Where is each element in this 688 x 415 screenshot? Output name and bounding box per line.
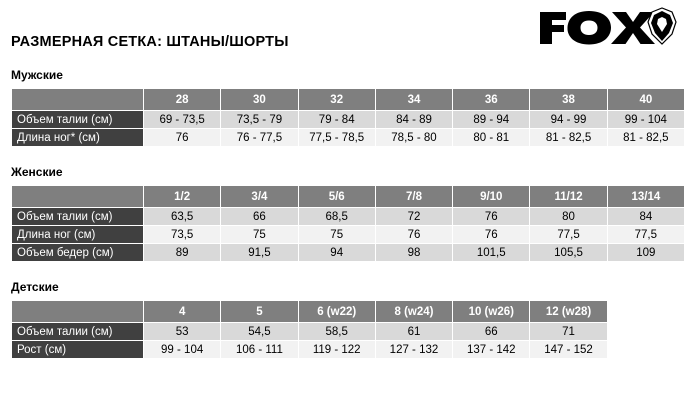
table-row <box>12 226 685 244</box>
table-header-cell: 32 <box>298 89 375 111</box>
table-cell: 119 - 122 <box>298 341 375 359</box>
table-row <box>12 323 685 341</box>
row-label: Рост (см) <box>12 341 144 359</box>
table-cell: 77,5 - 78,5 <box>298 129 375 147</box>
table-header-cell: 40 <box>607 89 684 111</box>
table-header-cell-empty <box>607 301 684 323</box>
table-cell: 75 <box>221 226 298 244</box>
table-cell: 147 - 152 <box>530 341 607 359</box>
table-cell: 99 - 104 <box>144 341 221 359</box>
table-cell: 66 <box>221 208 298 226</box>
table-header-cell <box>12 186 144 208</box>
table-kids <box>11 300 685 359</box>
table-header-cell: 6 (w22) <box>298 301 375 323</box>
section-label-kids: Детские <box>11 280 59 294</box>
table-row <box>12 341 685 359</box>
table-cell: 79 - 84 <box>298 111 375 129</box>
table-header-cell: 7/8 <box>375 186 452 208</box>
table-cell: 101,5 <box>453 244 530 262</box>
table-header-cell: 1/2 <box>144 186 221 208</box>
table-header-cell: 28 <box>144 89 221 111</box>
table-cell: 84 <box>607 208 684 226</box>
table-cell: 99 - 104 <box>607 111 684 129</box>
table-cell-empty <box>607 323 684 341</box>
table-cell: 76 <box>453 226 530 244</box>
table-cell: 71 <box>530 323 607 341</box>
table-cell: 63,5 <box>144 208 221 226</box>
table-cell: 98 <box>375 244 452 262</box>
table-cell: 76 <box>453 208 530 226</box>
table-cell: 78,5 - 80 <box>375 129 452 147</box>
table-cell: 84 - 89 <box>375 111 452 129</box>
table-cell: 72 <box>375 208 452 226</box>
table-header-cell <box>12 301 144 323</box>
table-cell-empty <box>607 341 684 359</box>
table-cell: 66 <box>453 323 530 341</box>
table-cell: 91,5 <box>221 244 298 262</box>
table-header-cell: 5/6 <box>298 186 375 208</box>
table-header-cell <box>12 89 144 111</box>
table-cell: 76 <box>144 129 221 147</box>
section-label-mens: Мужские <box>11 68 63 82</box>
table-header-cell: 3/4 <box>221 186 298 208</box>
table-cell: 127 - 132 <box>375 341 452 359</box>
table-header-cell: 9/10 <box>453 186 530 208</box>
table-cell: 75 <box>298 226 375 244</box>
table-cell: 53 <box>144 323 221 341</box>
table-cell: 76 - 77,5 <box>221 129 298 147</box>
row-label: Объем талии (см) <box>12 111 144 129</box>
table-mens <box>11 88 685 147</box>
table-row <box>12 244 685 262</box>
table-header-cell: 12 (w28) <box>530 301 607 323</box>
table-header-row <box>12 186 685 208</box>
table-header-cell: 13/14 <box>607 186 684 208</box>
table-cell: 76 <box>375 226 452 244</box>
table-cell: 106 - 111 <box>221 341 298 359</box>
table-cell: 69 - 73,5 <box>144 111 221 129</box>
table-cell: 73,5 - 79 <box>221 111 298 129</box>
row-label: Объем талии (см) <box>12 208 144 226</box>
table-header-cell: 5 <box>221 301 298 323</box>
row-label: Длина ног (см) <box>12 226 144 244</box>
table-row <box>12 129 685 147</box>
table-cell: 80 <box>530 208 607 226</box>
table-cell: 94 <box>298 244 375 262</box>
table-header-cell: 36 <box>453 89 530 111</box>
row-label: Объем бедер (см) <box>12 244 144 262</box>
table-cell: 81 - 82,5 <box>530 129 607 147</box>
table-cell: 61 <box>375 323 452 341</box>
table-cell: 94 - 99 <box>530 111 607 129</box>
table-cell: 109 <box>607 244 684 262</box>
table-cell: 54,5 <box>221 323 298 341</box>
table-cell: 77,5 <box>530 226 607 244</box>
table-header-cell: 8 (w24) <box>375 301 452 323</box>
table-cell: 68,5 <box>298 208 375 226</box>
table-cell: 73,5 <box>144 226 221 244</box>
table-cell: 81 - 82,5 <box>607 129 684 147</box>
table-cell: 80 - 81 <box>453 129 530 147</box>
fox-head-logo <box>538 6 678 48</box>
table-header-row <box>12 301 685 323</box>
table-cell: 77,5 <box>607 226 684 244</box>
table-cell: 89 - 94 <box>453 111 530 129</box>
table-cell: 137 - 142 <box>453 341 530 359</box>
table-cell: 89 <box>144 244 221 262</box>
table-header-cell: 4 <box>144 301 221 323</box>
page-title: РАЗМЕРНАЯ СЕТКА: ШТАНЫ/ШОРТЫ <box>11 34 289 50</box>
table-womens <box>11 185 685 262</box>
table-row <box>12 111 685 129</box>
table-header-row <box>12 89 685 111</box>
row-label: Длина ног* (см) <box>12 129 144 147</box>
table-row <box>12 208 685 226</box>
table-cell: 58,5 <box>298 323 375 341</box>
table-header-cell: 34 <box>375 89 452 111</box>
table-header-cell: 11/12 <box>530 186 607 208</box>
table-header-cell: 10 (w26) <box>453 301 530 323</box>
table-header-cell: 38 <box>530 89 607 111</box>
table-header-cell: 30 <box>221 89 298 111</box>
table-cell: 105,5 <box>530 244 607 262</box>
row-label: Объем талии (см) <box>12 323 144 341</box>
section-label-womens: Женские <box>11 165 63 179</box>
